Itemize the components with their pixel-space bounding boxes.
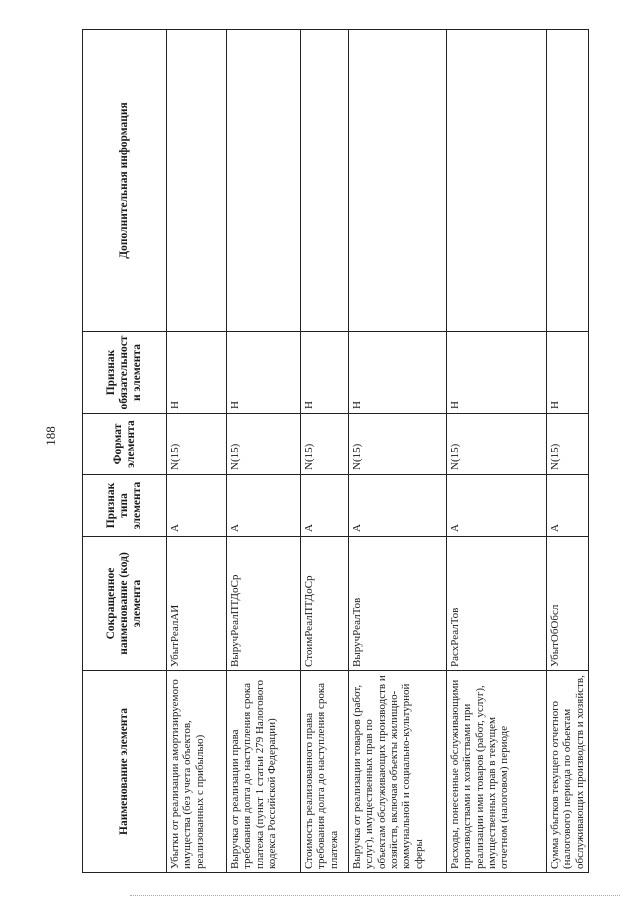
cell-short-name: ВыручРеалТов [349, 537, 447, 671]
header-info: Дополнительная информация [83, 30, 167, 332]
header-format: Формат элемента [83, 414, 167, 475]
cell-format: N(15) [167, 414, 227, 475]
header-required: Признак обязательности элемента [83, 332, 167, 414]
table-row [227, 30, 301, 873]
cell-required: Н [349, 332, 447, 414]
cell-type: А [167, 475, 227, 537]
cell-type: А [349, 475, 447, 537]
header-name: Наименование элемента [83, 671, 167, 873]
cell-short-name: УбытОбОбсл [547, 537, 589, 671]
cell-info [301, 30, 349, 332]
cell-required: Н [547, 332, 589, 414]
cell-type: А [301, 475, 349, 537]
cell-format: N(15) [447, 414, 547, 475]
cell-type: А [227, 475, 301, 537]
table-header-row [83, 30, 167, 873]
cell-required: Н [167, 332, 227, 414]
cell-info [447, 30, 547, 332]
cell-format: N(15) [547, 414, 589, 475]
cell-format: N(15) [227, 414, 301, 475]
table-row [547, 30, 589, 873]
page-number: 188 [43, 426, 58, 446]
cell-short-name: ВыручРеалПТДоСр [227, 537, 301, 671]
header-type: Признак типа элемента [83, 475, 167, 537]
cell-info [167, 30, 227, 332]
cell-format: N(15) [301, 414, 349, 475]
cell-short-name: СтоимРеалПТДоСр [301, 537, 349, 671]
table-row [167, 30, 227, 873]
header-short-name: Сокращенное наименование (код) элемента [83, 537, 167, 671]
rotated-table-wrapper [82, 30, 586, 873]
cell-required: Н [447, 332, 547, 414]
cell-type: А [547, 475, 589, 537]
elements-table [82, 29, 589, 873]
table-row [301, 30, 349, 873]
cell-name: Убытки от реализации амортизируемого имущества (без учета объектов, реализованных с прибылью) [167, 671, 227, 873]
cell-required: Н [227, 332, 301, 414]
cell-info [227, 30, 301, 332]
cell-required: Н [301, 332, 349, 414]
table-row [447, 30, 547, 873]
cell-name: Выручка от реализации права требования долга до наступления срока платежа (пункт 1 статьи 279 Налогового кодекса Российской Федерации) [227, 671, 301, 873]
cell-type: А [447, 475, 547, 537]
table-row [349, 30, 447, 873]
cell-short-name: РасхРеалТов [447, 537, 547, 671]
cell-name: Сумма убытков текущего отчетного (налогового) периода по объектам обслуживающих производств и хозяйств, [547, 671, 589, 873]
cell-info [349, 30, 447, 332]
cell-name: Выручка от реализации товаров (работ, услуг), имущественных прав по объектам обслуживающих производств и хозяйств, включая объекты жилищно-коммунальной и социально-культурной сферы [349, 671, 447, 873]
cell-info [547, 30, 589, 332]
cell-name: Стоимость реализованного права требования долга до наступления срока платежа [301, 671, 349, 873]
cell-name: Расходы, понесенные обслуживающими производствами и хозяйствами при реализации ими товаров (работ, услуг), имущественных прав в текущем отчетном (налоговом) периоде [447, 671, 547, 873]
cell-format: N(15) [349, 414, 447, 475]
cell-short-name: УбытРеалАИ [167, 537, 227, 671]
scan-edge-line [130, 895, 620, 896]
